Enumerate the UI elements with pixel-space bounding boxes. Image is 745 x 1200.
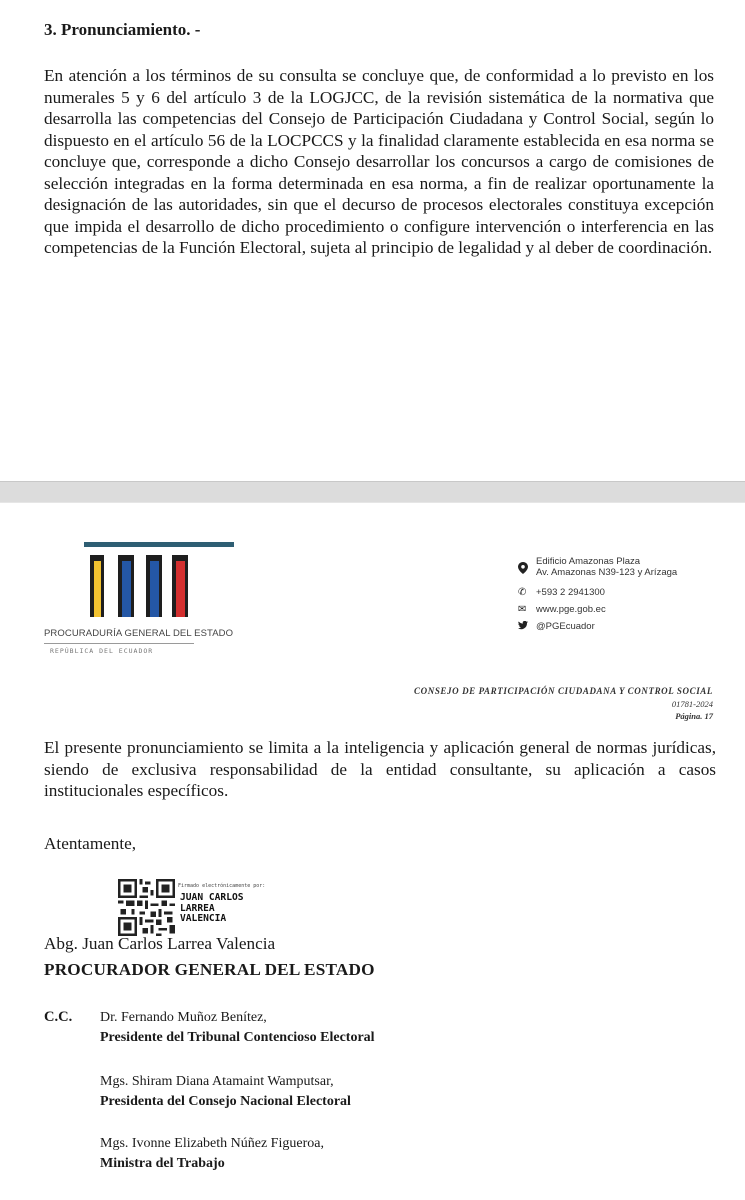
org-divider [44,643,194,644]
twitter-bird-icon [518,621,536,633]
contact-web[interactable]: www.pge.gob.ec [536,604,606,615]
e-signature-name-line: LARREA [180,902,215,914]
pronouncement-paragraph: En atención a los términos de su consulta se concluye que, de conformidad a lo previsto en los numerales 5 y 6 del artículo 3 de la LOGJCC, de la revisión sistemática de la normativa que desarrolla las competencias del Consejo de Participación Ciudadana y Control Social, según lo dispuesto en el artículo 56 de la LOCPCCS y la finalidad claramente establecida en esa norma se concluye que, corresponde a dicho Consejo desarrollar los concursos a cargo de comisiones de selección integradas en la forma determinada en esa norma, a fin de realizar oportunamente la designación de las autoridades, sin que el decurso de procesos electorales constituya excepción que impida el desarrollo de dicho procedimiento o configure intervención o interferencia en las competencias de la Función Electoral, sujeta al principio de legalidad y al deber de coordinación. [44,66,714,257]
section-heading: 3. Pronunciamiento. - [44,20,201,39]
contact-street: Av. Amazonas N39-123 y Arízaga [536,567,678,578]
location-pin-icon [518,556,536,577]
pge-logo [44,540,244,660]
e-signature-name [180,893,280,925]
signature-qr-code [118,879,175,936]
phone-icon: ✆ [518,587,527,598]
contact-web-row [518,604,606,615]
case-number: 01781-2024 [671,699,713,709]
case-title: CONSEJO DE PARTICIPACIÓN CIUDADANA Y CONTROL SOCIAL [414,686,713,696]
logo-bar-1 [94,561,101,617]
cc-recipient [100,1072,351,1112]
cc-recipient-position: Presidente del Tribunal Contencioso Electoral [100,1030,375,1045]
cc-recipient-position: Presidenta del Consejo Nacional Electoral [100,1094,351,1109]
cc-label: C.C. [44,1009,73,1025]
contact-phone-row [518,587,605,598]
logo-bar-3 [150,561,159,617]
cc-recipient-name: Mgs. Ivonne Elizabeth Núñez Figueroa, [100,1136,324,1151]
scope-paragraph: El presente pronunciamiento se limita a la inteligencia y aplicación general de normas jurídicas, siendo de exclusiva responsabilidad de la entidad consultante, su aplicación a casos institucionales específicos. [44,738,716,800]
org-subtitle: REPÚBLICA DEL ECUADOR [50,647,154,655]
contact-twitter[interactable]: @PGEcuador [536,621,595,632]
cc-recipient [100,1008,375,1048]
cc-recipient-position: Ministra del Trabajo [100,1156,225,1171]
cc-recipient-name: Mgs. Shiram Diana Atamaint Wamputsar, [100,1074,334,1089]
org-name: PROCURADURÍA GENERAL DEL ESTADO [44,628,234,639]
e-signature-name-line: VALENCIA [180,913,227,924]
page-number: Página. 17 [675,711,713,721]
logo-top-bar [84,542,234,547]
envelope-icon: ✉ [518,604,527,615]
e-signature-name-line: JUAN CARLOS [180,892,244,903]
logo-bar-4 [176,561,185,617]
page-separator [0,481,745,503]
contact-building: Edificio Amazonas Plaza [536,556,641,567]
contact-address [518,556,677,578]
signer-name: Abg. Juan Carlos Larrea Valencia [44,934,276,953]
cc-recipient-name: Dr. Fernando Muñoz Benítez, [100,1010,267,1025]
cc-recipient [100,1134,324,1174]
contact-phone[interactable]: +593 2 2941300 [536,587,605,598]
e-signature-label: Firmado electrónicamente por: [178,883,266,889]
closing-salutation: Atentamente, [44,834,137,853]
contact-twitter-row [518,621,595,633]
signer-title: PROCURADOR GENERAL DEL ESTADO [44,960,375,979]
logo-bar-2 [122,561,131,617]
